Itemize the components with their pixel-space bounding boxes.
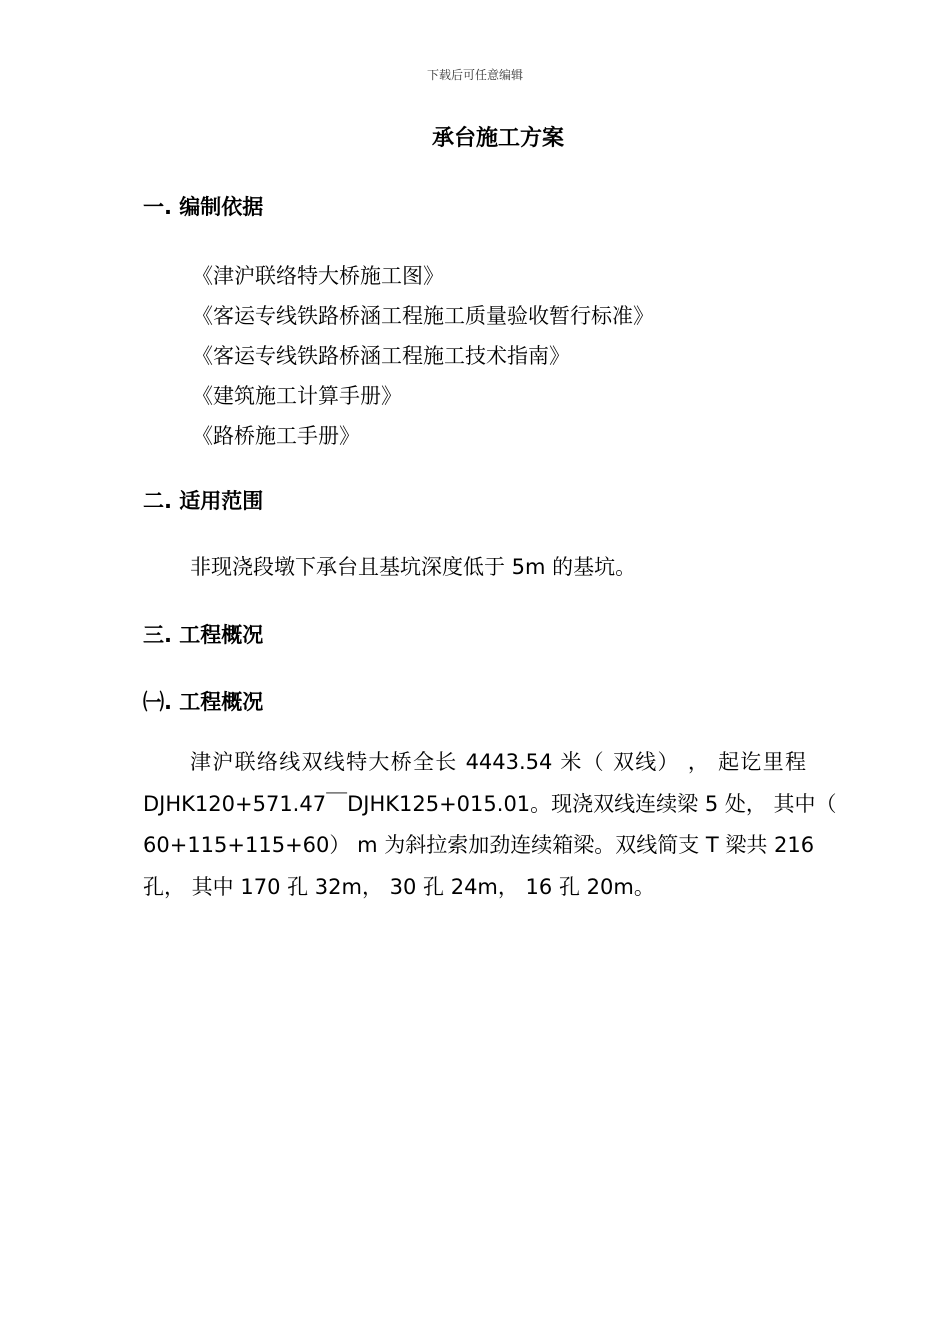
reference-item: 《客运专线铁路桥涵工程施工技术指南》	[192, 344, 570, 368]
subsection-heading-overview: ㈠. 工程概况	[143, 690, 264, 714]
paragraph-line: 60+115+115+60） m 为斜拉索加劲连续箱梁。双线简支 T 梁共 216	[143, 833, 815, 857]
paragraph-line: DJHK120+571.47￣DJHK125+015.01。现浇双线连续梁 5 处， 其中（	[143, 792, 837, 816]
reference-item: 《路桥施工手册》	[192, 424, 360, 448]
section-heading-basis: 一. 编制依据	[143, 195, 264, 219]
section-heading-scope: 二. 适用范围	[143, 489, 264, 513]
paragraph-line: 孔， 其中 170 孔 32m， 30 孔 24m， 16 孔 20m。	[143, 875, 655, 899]
reference-item: 《津沪联络特大桥施工图》	[192, 264, 444, 288]
section-heading-overview: 三. 工程概况	[143, 623, 264, 647]
reference-item: 《客运专线铁路桥涵工程施工质量验收暂行标准》	[192, 304, 654, 328]
document-title: 承台施工方案	[431, 126, 564, 151]
page-header-note: 下载后可任意编辑	[426, 68, 523, 82]
paragraph-line: 津沪联络线双线特大桥全长 4443.54 米（ 双线） ， 起讫里程	[190, 750, 806, 774]
reference-item: 《建筑施工计算手册》	[192, 384, 402, 408]
scope-text: 非现浇段墩下承台且基坑深度低于 5m 的基坑。	[190, 555, 637, 579]
reference-list	[192, 256, 654, 456]
